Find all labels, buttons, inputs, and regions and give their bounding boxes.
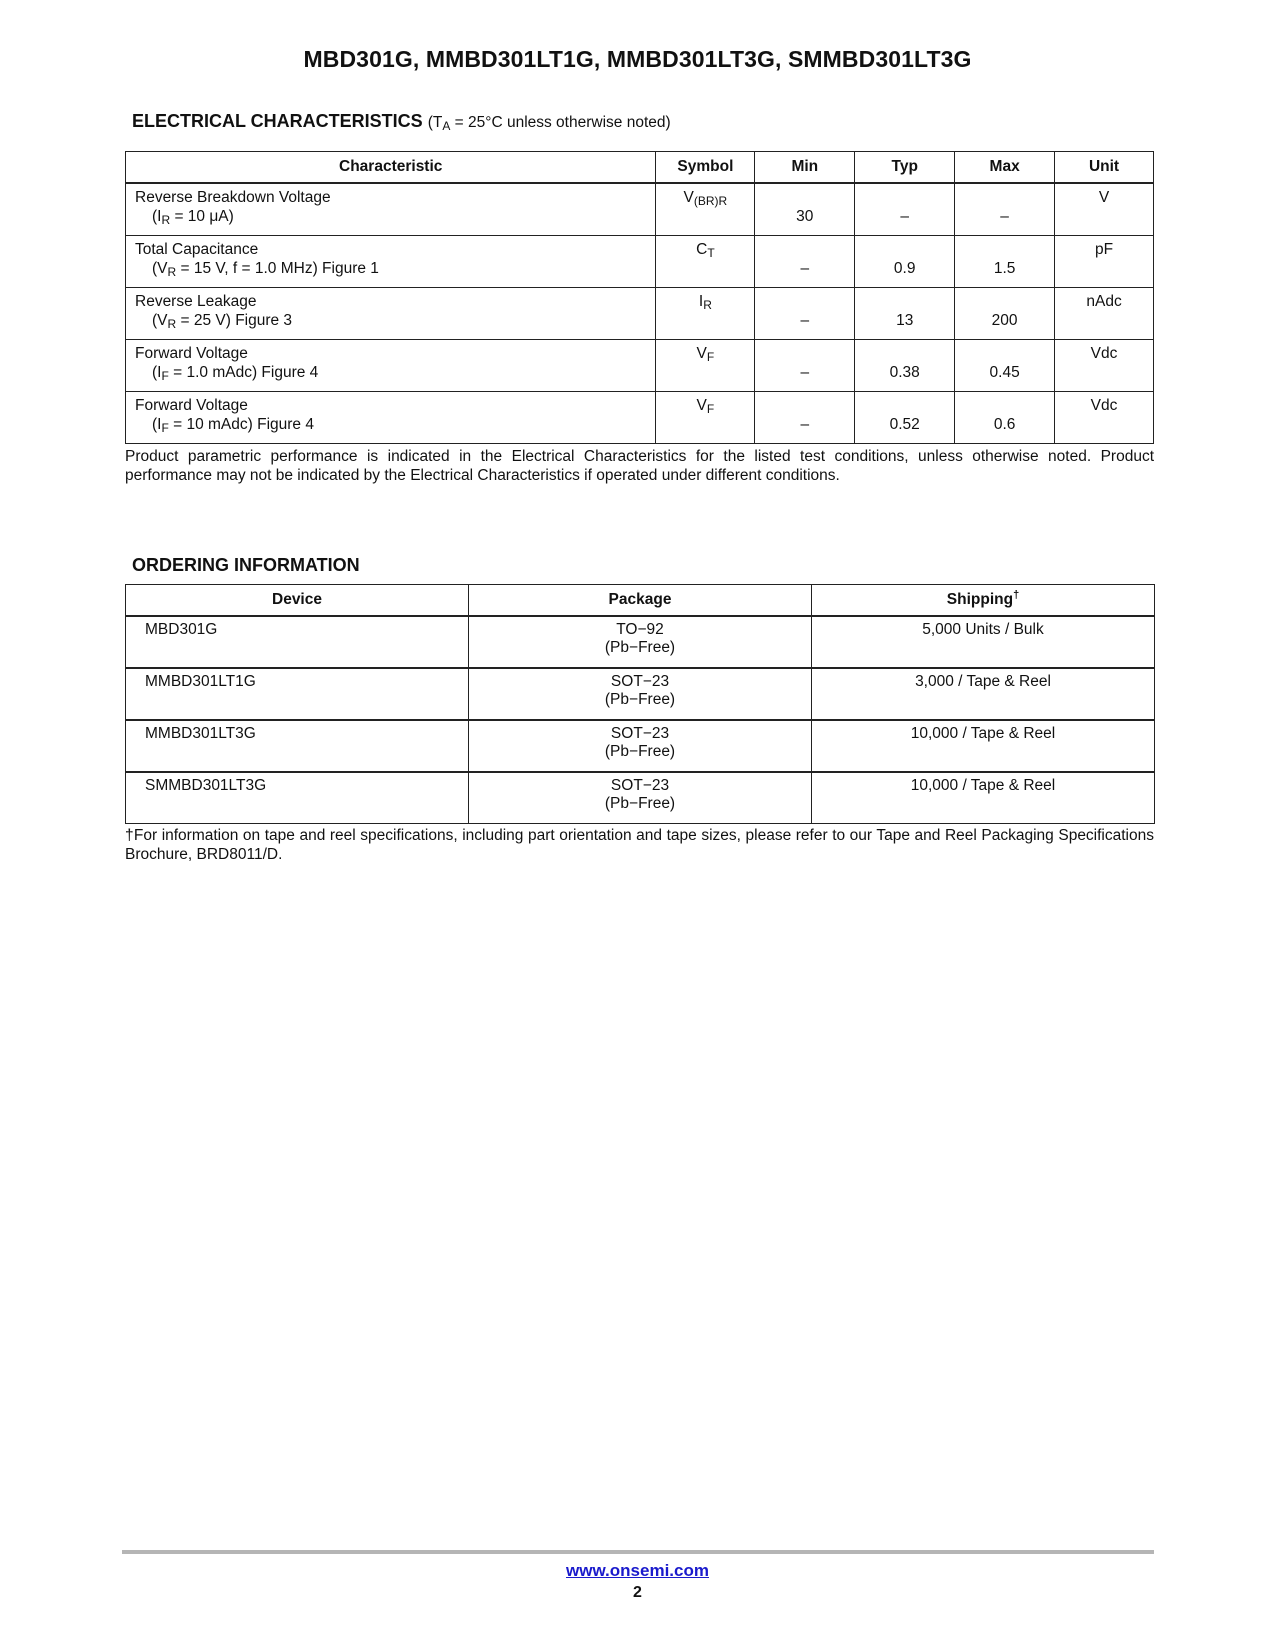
characteristic-cell: Reverse Leakage ($V_R = 25$ V) Figure 3 bbox=[126, 288, 656, 340]
typ-cell: 0.9 bbox=[855, 236, 955, 288]
unit-cell: V bbox=[1055, 183, 1154, 236]
table-row bbox=[126, 720, 1155, 772]
max-cell: 0.6 bbox=[955, 392, 1055, 444]
unit-cell: Vdc bbox=[1055, 392, 1154, 444]
unit-cell: pF bbox=[1055, 236, 1154, 288]
page-number: 2 bbox=[633, 1584, 642, 1601]
symbol-cell: $C_T$ bbox=[656, 236, 755, 288]
table-row bbox=[126, 392, 1154, 444]
characteristic-cell: Reverse Breakdown Voltage ($I_R = 10$ μA) bbox=[126, 183, 656, 236]
table-row bbox=[126, 668, 1155, 720]
ordering-footnote: †For information on tape and reel specifications, including part orientation and tape sizes, please refer to our Tape and Reel Packaging Specifications Brochure, BRD8011/D. bbox=[125, 827, 1154, 863]
typ-cell: 0.38 bbox=[855, 340, 955, 392]
max-cell: 200 bbox=[955, 288, 1055, 340]
column-header-shipping: Shipping† bbox=[812, 585, 1155, 617]
max-cell: 1.5 bbox=[955, 236, 1055, 288]
max-cell: – bbox=[955, 183, 1055, 236]
column-header-characteristic: Characteristic bbox=[126, 152, 656, 184]
footer-website-link[interactable]: www.onsemi.com bbox=[566, 1561, 709, 1580]
column-header-typ: Typ bbox=[855, 152, 955, 184]
unit-cell: nAdc bbox=[1055, 288, 1154, 340]
device-cell: MBD301G bbox=[126, 616, 469, 668]
electrical-heading-label: ELECTRICAL CHARACTERISTICS bbox=[132, 111, 423, 131]
shipping-cell: 10,000 / Tape & Reel bbox=[812, 772, 1155, 824]
symbol-cell: $I_R$ bbox=[656, 288, 755, 340]
table-header-row bbox=[126, 585, 1155, 617]
column-header-device: Device bbox=[126, 585, 469, 617]
electrical-heading-condition: ($T_A = 25^\circ C$ unless otherwise noted) bbox=[427, 114, 671, 133]
characteristic-cell: Total Capacitance ($V_R = 15$ V, f = 1.0 MHz) Figure 1 bbox=[126, 236, 656, 288]
characteristic-cell: Forward Voltage ($I_F = 1.0$ mAdc) Figure 4 bbox=[126, 340, 656, 392]
characteristic-cell: Forward Voltage ($I_F = 10$ mAdc) Figure 4 bbox=[126, 392, 656, 444]
package-cell: SOT−23 (Pb−Free) bbox=[469, 720, 812, 772]
package-cell: SOT−23 (Pb−Free) bbox=[469, 772, 812, 824]
column-header-unit: Unit bbox=[1055, 152, 1154, 184]
table-row bbox=[126, 616, 1155, 668]
package-cell: SOT−23 (Pb−Free) bbox=[469, 668, 812, 720]
unit-cell: Vdc bbox=[1055, 340, 1154, 392]
footer-divider bbox=[122, 1550, 1154, 1554]
table-row bbox=[126, 236, 1154, 288]
page-title: MBD301G, MMBD301LT1G, MMBD301LT3G, SMMBD301LT3G bbox=[303, 46, 972, 72]
min-cell: – bbox=[755, 392, 855, 444]
package-cell: TO−92 (Pb−Free) bbox=[469, 616, 812, 668]
dagger-mark: † bbox=[1013, 589, 1020, 601]
min-cell: – bbox=[755, 236, 855, 288]
ordering-information-heading: ORDERING INFORMATION bbox=[132, 555, 360, 575]
table-row bbox=[126, 183, 1154, 236]
device-cell: MMBD301LT3G bbox=[126, 720, 469, 772]
electrical-characteristics-heading bbox=[132, 111, 671, 133]
device-cell: MMBD301LT1G bbox=[126, 668, 469, 720]
shipping-cell: 3,000 / Tape & Reel bbox=[812, 668, 1155, 720]
column-header-min: Min bbox=[755, 152, 855, 184]
device-cell: SMMBD301LT3G bbox=[126, 772, 469, 824]
shipping-cell: 5,000 Units / Bulk bbox=[812, 616, 1155, 668]
min-cell: – bbox=[755, 340, 855, 392]
column-header-symbol: Symbol bbox=[656, 152, 755, 184]
column-header-max: Max bbox=[955, 152, 1055, 184]
symbol-cell: $V_F$ bbox=[656, 340, 755, 392]
symbol-cell: $V_F$ bbox=[656, 392, 755, 444]
table-row bbox=[126, 340, 1154, 392]
symbol-cell: $V_{(BR)R}$ bbox=[656, 183, 755, 236]
shipping-cell: 10,000 / Tape & Reel bbox=[812, 720, 1155, 772]
table-header-row bbox=[126, 152, 1154, 184]
table-row bbox=[126, 288, 1154, 340]
max-cell: 0.45 bbox=[955, 340, 1055, 392]
min-cell: – bbox=[755, 288, 855, 340]
electrical-characteristics-note: Product parametric performance is indicated in the Electrical Characteristics for the listed test conditions, unless otherwise noted. Product performance may not be indicated by the Electrical Characteristics if operated under different conditions. bbox=[125, 448, 1154, 484]
table-row bbox=[126, 772, 1155, 824]
typ-cell: 13 bbox=[855, 288, 955, 340]
typ-cell: 0.52 bbox=[855, 392, 955, 444]
electrical-characteristics-table bbox=[125, 151, 1154, 444]
ordering-information-table bbox=[125, 584, 1155, 824]
column-header-package: Package bbox=[469, 585, 812, 617]
typ-cell: – bbox=[855, 183, 955, 236]
min-cell: 30 bbox=[755, 183, 855, 236]
